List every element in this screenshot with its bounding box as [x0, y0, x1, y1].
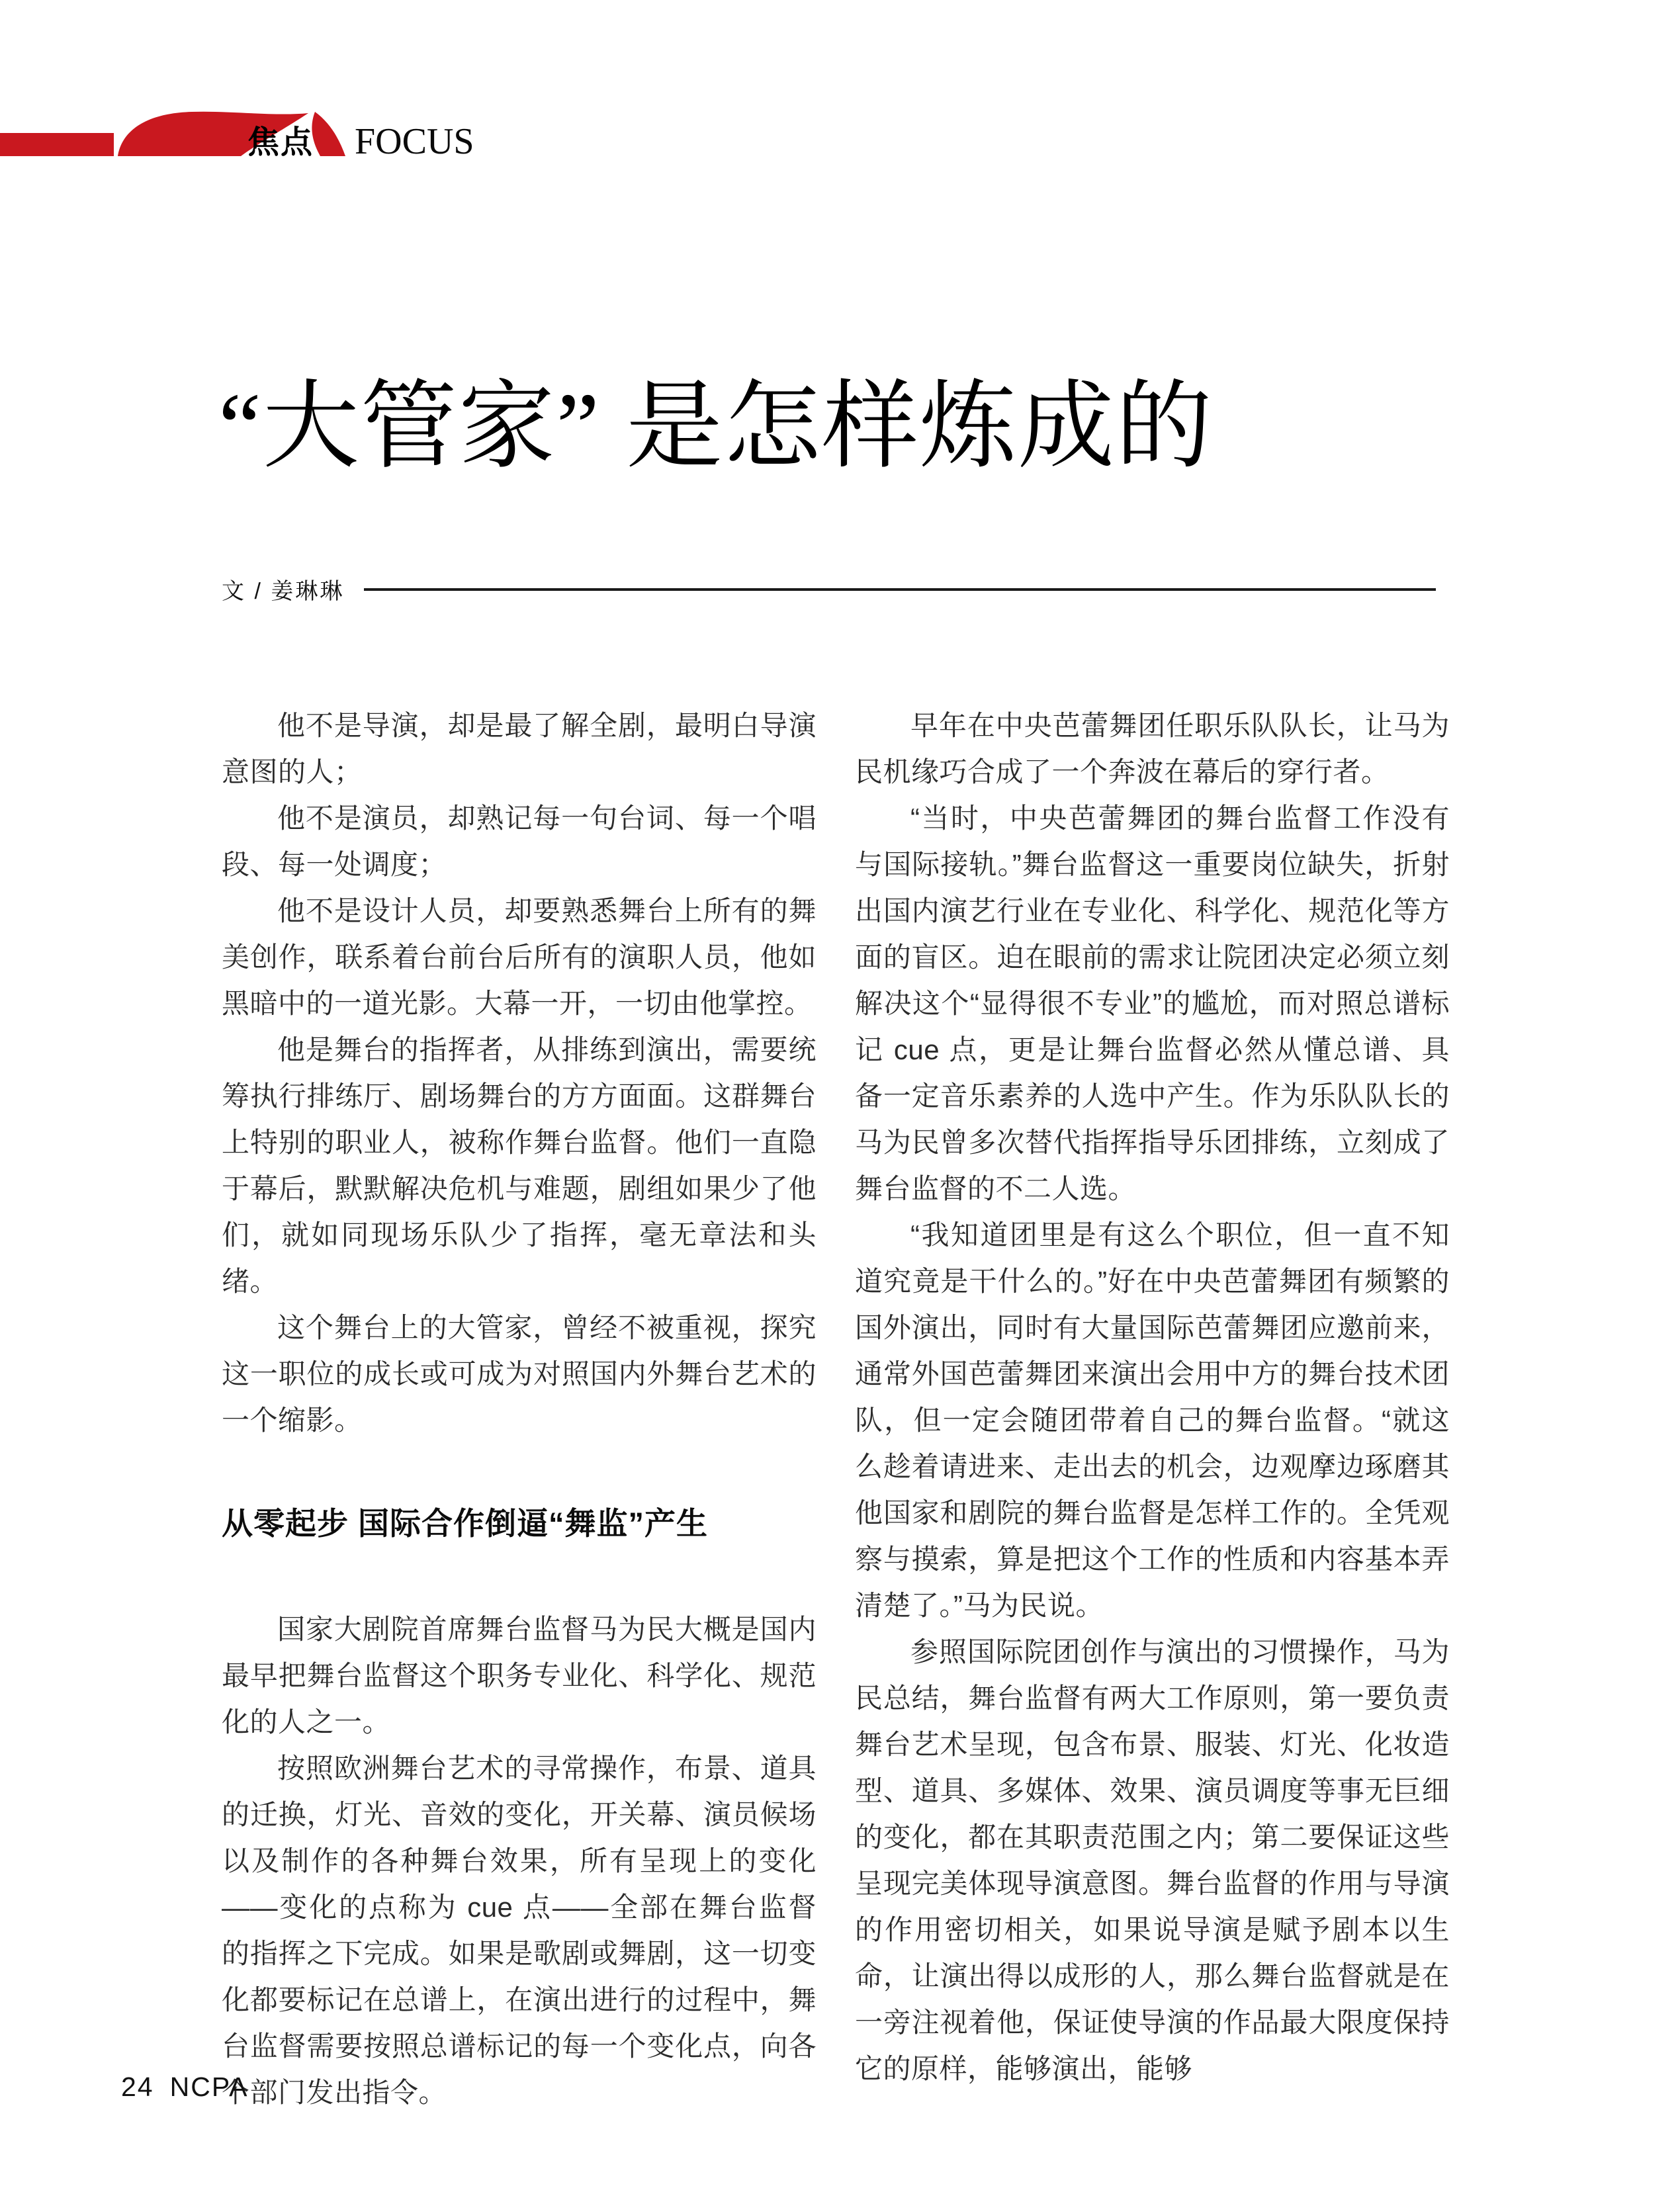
page-number: 24	[121, 2072, 154, 2102]
journal-abbrev: NCPA	[169, 2072, 249, 2102]
section-label-cn: 焦点	[247, 125, 314, 160]
left-column	[222, 703, 817, 2116]
paragraph: “当时，中央芭蕾舞团的舞台监督工作没有与国际接轨。”舞台监督这一重要岗位缺失，折射出国内演艺行业在专业化、科学化、规范化等方面的盲区。迫在眼前的需求让院团决定必须立刻解决这个“显得很不专业”的尴尬，而对照总谱标记 cue 点，更是让舞台监督必然从懂总谱、具备一定音乐素养的人选中产生。作为乐队队长的马为民曾多次替代指挥指导乐团排练，立刻成了舞台监督的不二人选。	[855, 803, 1450, 1204]
section-label-en: FOCUS	[355, 121, 474, 162]
focus-section-logo	[0, 99, 496, 179]
left-column-intro	[222, 703, 817, 1444]
paragraph: 他不是设计人员，却要熟悉舞台上所有的舞美创作，联系着台前台后所有的演职人员，他如黑暗中的一道光影。大幕一开，一切由他掌控。	[222, 895, 817, 1019]
logo-red-bar	[0, 133, 114, 156]
right-column	[855, 703, 1450, 2116]
article-title: “大管家” 是怎样炼成的	[218, 373, 1214, 480]
logo-swoosh-shape	[312, 112, 345, 156]
left-column-rest	[222, 1606, 817, 2116]
paragraph: “我知道团里是有这么个职位，但一直不知道究竟是干什么的。”好在中央芭蕾舞团有频繁的国外演出，同时有大量国际芭蕾舞团应邀前来，通常外国芭蕾舞团来演出会用中方的舞台技术团队，但一定会随团带着自己的舞台监督。“就这么趁着请进来、走出去的机会，边观摩边琢磨其他国家和剧院的舞台监督是怎样工作的。全凭观察与摸索，算是把这个工作的性质和内容基本弄清楚了。”马为民说。	[855, 1219, 1450, 1621]
byline: 文 / 姜琳琳	[222, 579, 345, 604]
paragraph: 早年在中央芭蕾舞团任职乐队队长，让马为民机缘巧合成了一个奔波在幕后的穿行者。	[855, 710, 1450, 787]
paragraph: 国家大剧院首席舞台监督马为民大概是国内最早把舞台监督这个职务专业化、科学化、规范化的人之一。	[222, 1614, 817, 1738]
paragraph: 按照欧洲舞台艺术的寻常操作，布景、道具的迁换，灯光、音效的变化，开关幕、演员候场以及制作的各种舞台效果，所有呈现上的变化——变化的点称为 cue 点——全部在舞台监督的指挥之下完成。如果是歌剧或舞剧，这一切变化都要标记在总谱上，在演出进行的过程中，舞台监督需要按照总谱标记的每一个变化点，向各个部门发出指令。	[222, 1753, 817, 2109]
article-body	[222, 703, 1450, 2116]
right-column-text	[855, 703, 1450, 2092]
paragraph: 他不是演员，却熟记每一句台词、每一个唱段、每一处调度；	[222, 803, 817, 880]
page-footer	[121, 2072, 248, 2103]
paragraph: 参照国际院团创作与演出的习惯操作，马为民总结，舞台监督有两大工作原则，第一要负责舞台艺术呈现，包含布景、服装、灯光、化妆造型、道具、多媒体、效果、演员调度等事无巨细的变化，都在其职责范围之内；第二要保证这些呈现完美体现导演意图。舞台监督的作用与导演的作用密切相关，如果说导演是赋予剧本以生命，让演出得以成形的人，那么舞台监督就是在一旁注视着他，保证使导演的作品最大限度保持它的原样，能够演出，能够	[855, 1636, 1450, 2084]
paragraph: 这个舞台上的大管家，曾经不被重视，探究这一职位的成长或可成为对照国内外舞台艺术的一个缩影。	[222, 1312, 817, 1436]
byline-rule	[364, 588, 1436, 591]
paragraph: 他是舞台的指挥者，从排练到演出，需要统筹执行排练厅、剧场舞台的方方面面。这群舞台上特别的职业人，被称作舞台监督。他们一直隐于幕后，默默解决危机与难题，剧组如果少了他们，就如同现场乐队少了指挥，毫无章法和头绪。	[222, 1034, 817, 1297]
byline-row	[222, 573, 1436, 605]
section-subheading: 从零起步 国际合作倒逼“舞监”产生	[222, 1506, 709, 1541]
paragraph: 他不是导演，却是最了解全剧，最明白导演意图的人；	[222, 710, 817, 787]
